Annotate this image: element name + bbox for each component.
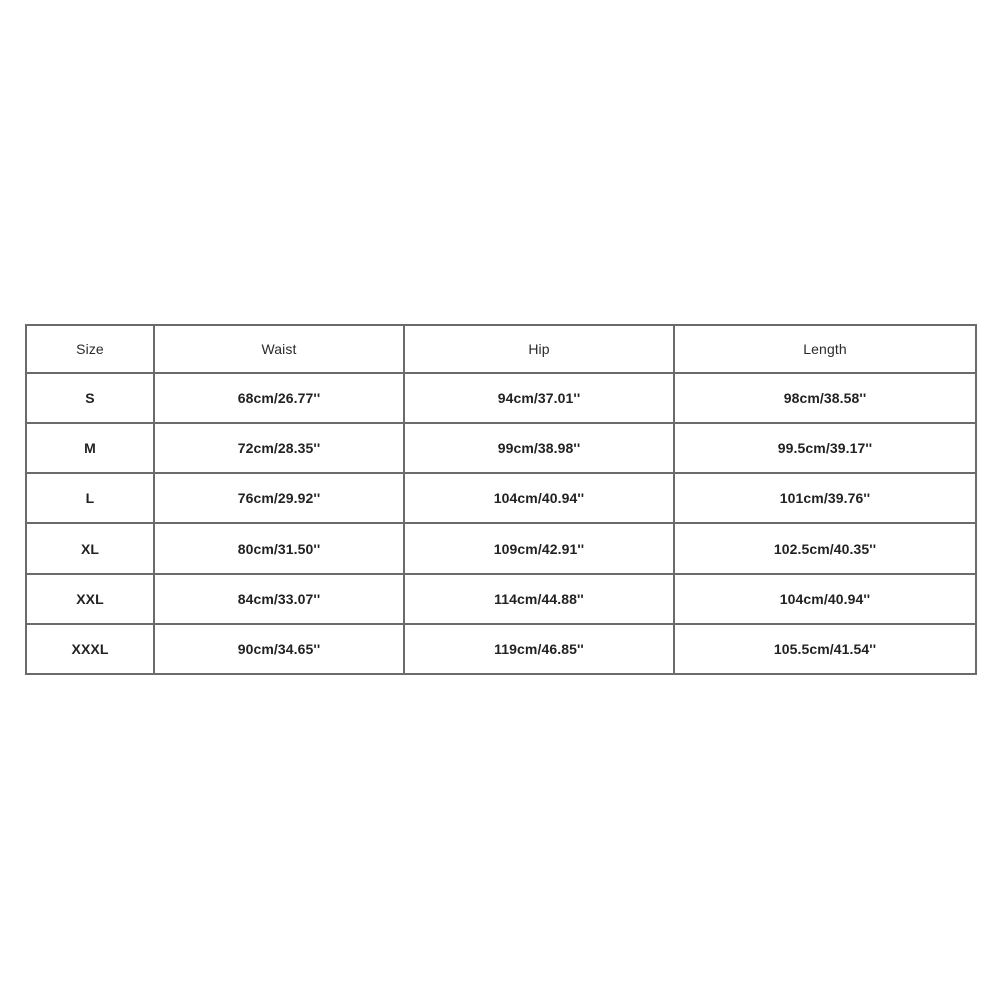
table-row — [26, 624, 976, 674]
header-row — [26, 325, 976, 373]
cell-size: XXXL — [26, 624, 154, 674]
cell-size: S — [26, 373, 154, 423]
cell-hip: 104cm/40.94'' — [404, 473, 674, 523]
cell-length: 99.5cm/39.17'' — [674, 423, 976, 473]
header-waist: Waist — [154, 325, 404, 373]
cell-size: XL — [26, 523, 154, 573]
cell-hip: 114cm/44.88'' — [404, 574, 674, 624]
cell-hip: 99cm/38.98'' — [404, 423, 674, 473]
cell-length: 101cm/39.76'' — [674, 473, 976, 523]
cell-waist: 90cm/34.65'' — [154, 624, 404, 674]
table-row — [26, 423, 976, 473]
table-row — [26, 473, 976, 523]
table-row — [26, 523, 976, 573]
header-hip: Hip — [404, 325, 674, 373]
table-body — [26, 373, 976, 674]
size-chart-table — [25, 324, 977, 675]
cell-hip: 119cm/46.85'' — [404, 624, 674, 674]
cell-waist: 68cm/26.77'' — [154, 373, 404, 423]
cell-length: 102.5cm/40.35'' — [674, 523, 976, 573]
cell-size: XXL — [26, 574, 154, 624]
cell-size: M — [26, 423, 154, 473]
cell-length: 105.5cm/41.54'' — [674, 624, 976, 674]
cell-waist: 72cm/28.35'' — [154, 423, 404, 473]
cell-hip: 94cm/37.01'' — [404, 373, 674, 423]
table-row — [26, 373, 976, 423]
cell-length: 98cm/38.58'' — [674, 373, 976, 423]
cell-waist: 84cm/33.07'' — [154, 574, 404, 624]
cell-hip: 109cm/42.91'' — [404, 523, 674, 573]
cell-size: L — [26, 473, 154, 523]
cell-length: 104cm/40.94'' — [674, 574, 976, 624]
header-size: Size — [26, 325, 154, 373]
table-row — [26, 574, 976, 624]
table-header — [26, 325, 976, 373]
header-length: Length — [674, 325, 976, 373]
cell-waist: 80cm/31.50'' — [154, 523, 404, 573]
cell-waist: 76cm/29.92'' — [154, 473, 404, 523]
